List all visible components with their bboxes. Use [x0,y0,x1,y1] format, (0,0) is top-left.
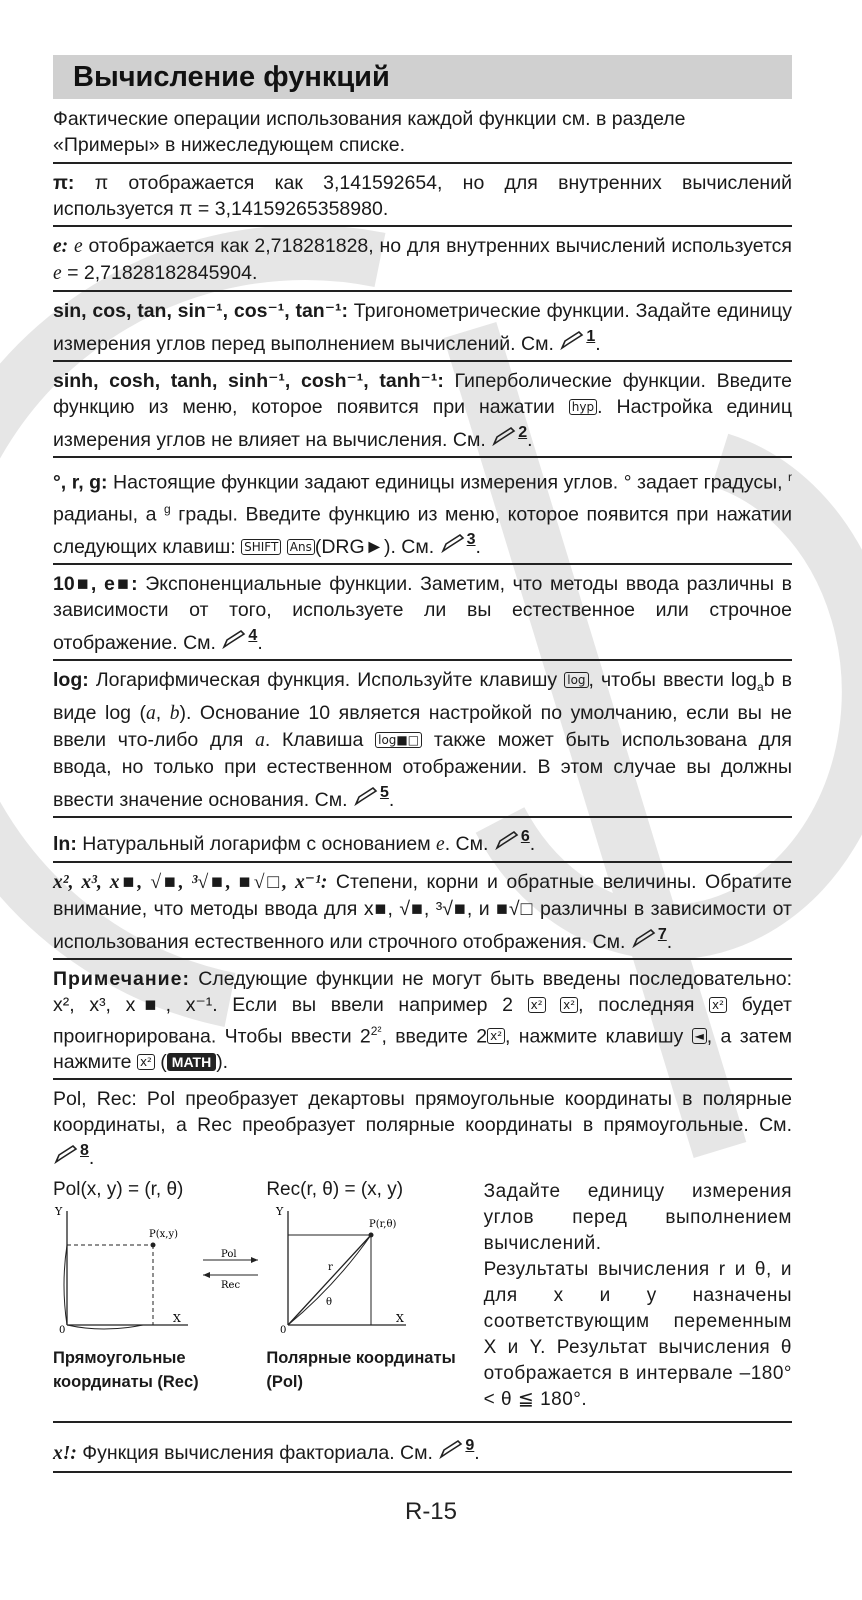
entry-polrec [53,1080,792,1423]
pencil-icon [494,830,520,850]
polar-caption: Полярные координаты (Pol) [266,1349,456,1392]
sup-r: r [788,470,793,484]
text-log-b: , чтобы ввести log [588,669,758,691]
ref-number: 9 [465,1437,475,1455]
ref-number: 8 [80,1142,89,1160]
e-symbol-ln: e [436,833,445,855]
entry-hyp: sinh, cosh, tanh, sinh⁻¹, cosh⁻¹, tanh⁻¹: Гиперболические функции. Введите функцию из меню, которое появится при нажатии hyp . Настройка единиц измерения углов не влияет на вычисления. См. 2 . [53,362,792,458]
pencil-icon [631,928,657,948]
text-angle-a: Настоящие функции задают единицы измерения углов. ° задает градусы, [113,471,789,494]
pencil-icon [491,426,517,446]
note-sup: 2² [370,1023,382,1038]
text-log-e: ). Основание 10 является настройкой по умолчанию, если вы не ввели что-либо для [53,701,792,751]
entry-e [53,227,792,292]
sub-a: a [757,679,764,694]
rec-formula: Rec(r, θ) = (x, y) [266,1179,404,1201]
theta-label: θ [326,1297,333,1309]
example-ref-4[interactable] [221,623,257,649]
example-ref-6[interactable] [494,824,530,850]
var-a: a [146,702,156,724]
logab-key[interactable]: log■□ [375,732,422,748]
x-axis-label: X [173,1312,181,1326]
e-symbol: e [73,236,83,257]
note-text-f: , а затем нажмите [53,1025,793,1074]
term-polrec: Pol, Rec: [53,1088,137,1111]
text-e-a: отображается как 2,718281828, но для внутренних вычислений используется [82,235,792,257]
section-header [53,55,792,99]
text-e-b: = 2,71828182845904. [61,262,258,284]
pencil-icon [559,330,585,350]
entry-angle: °, r, g: Настоящие функции задают единицы измерения углов. ° задает градусы, $^r$ радианы, а $^g$ грады. Введите функцию из меню, которое появится при нажатии следующих клавиш: SHIFT Ans (DRG►). См. 3 . [53,458,792,565]
example-ref-7[interactable] [631,922,667,948]
e-symbol-2: e [53,263,62,284]
page-title: Вычисление функций [73,60,390,93]
rect-caption: Прямоугольные координаты (Rec) [53,1349,199,1392]
entry-factorial: x!: Функция вычисления факториала. См. 9 . [53,1423,792,1473]
page-number: R-15 [404,1498,458,1525]
pencil-icon [438,1439,464,1459]
r-label: r [328,1262,334,1274]
ref-number: 6 [520,827,530,845]
ref-number: 4 [248,627,258,644]
text-factorial: Функция вычисления факториала. См. [82,1442,433,1465]
y-axis-label: Y [55,1205,63,1219]
example-ref-9[interactable] [438,1433,474,1459]
point-label-2: P(r,θ) [369,1219,397,1231]
entry-trig: sin, cos, tan, sin⁻¹, cos⁻¹, tan⁻¹: Тригонометрические функции. Задайте единицу измерения углов перед выполнением вычислений. См. 1 . [53,292,792,362]
entry-exp: 10■, e■: Экспоненциальные функции. Заметим, что методы ввода различны в зависимости от того, используете ли вы естественное или строчное отображение. См. 4 . [53,565,792,661]
entry-log: log: Логарифмическая функция. Используйте клавишу log , чтобы ввести $\log_ab$ в виде log (a, b). Основание 10 является настройкой по умолчанию, если вы не ввели что-либо для a. Клавиша log■□ также может быть использована для ввода, но только при естественном отображении. В этом случае вы должны ввести значение основания. См. 5 . [53,661,792,818]
text-powers: Степени, корни и обратные величины. Обратите внимание, что методы ввода для x■, √■, ³√■, и ■√□ различны в зависимости от использования естественного или строчного отображения. См. [53,870,792,953]
var-b: b [169,702,180,724]
origin-label-2: 0 [280,1325,287,1336]
pencil-icon [353,786,379,806]
rect-diagram [53,1179,266,1413]
ref-number: 7 [657,925,667,943]
example-ref-3[interactable] [440,527,476,553]
text-log-a: Логарифмическая функция. Используйте клавишу [95,669,558,691]
point-label: P(x,y) [149,1229,178,1241]
text-hyp-a: Гиперболические функции. Введите функцию из меню, которое появится при нажатии [53,370,793,418]
side-text-b: Результаты вычисления r и θ, и для x и y назначены соответствующим переменным X и Y. Результат вычисления θ отображается в интервале –180° < θ ≦ 180°. [483,1259,792,1411]
text-log-g: также может быть использована для ввода, но только при естественном отображении. В этом случае вы должны ввести значение основания. См. [53,728,792,811]
pol-arrow-label: Pol [221,1249,237,1261]
term-powers: x², x³, x■, √■, ³√■, ■√□, x⁻¹: [53,871,328,893]
x2-key-4[interactable]: x² [487,1028,505,1044]
note-text-c: будет проигнорирована. Чтобы ввести 2 [53,993,792,1048]
page [53,55,792,1473]
shift-key[interactable]: SHIFT [241,539,281,555]
pol-formula: Pol(x, y) = (r, θ) [53,1179,184,1201]
ref-number: 2 [518,424,528,441]
ans-key[interactable]: Ans [287,539,315,555]
polar-coords-figure [266,1205,416,1335]
term-e: e: [53,236,69,257]
polar-diagram [266,1179,479,1413]
text-angle-d: (DRG►). См. [314,536,435,558]
text-ln: Натуральный логарифм с основанием [82,832,437,855]
left-arrow-key[interactable]: ◄ [692,1028,707,1044]
ref-number: 1 [586,328,596,345]
ref-number: 5 [379,783,389,801]
log-key[interactable]: log [564,672,588,688]
sup-g: g [164,501,171,516]
text-ln-b: . См. [444,832,489,855]
x2-key[interactable]: x² [528,997,546,1013]
intro-paragraph: Фактические операции использования каждой функции см. в разделе «Примеры» в нижеследующем списке. [53,106,792,164]
x2-key-3[interactable]: x² [709,997,727,1013]
note-text-d: , введите 2 [381,1025,488,1048]
note-text-b: , последняя [578,993,695,1016]
entry-powers: x², x³, x■, √■, ³√■, ■√□, x⁻¹: Степени, корни и обратные величины. Обратите внимание, что методы ввода для x■, √■, ³√■, и ■√□ различны в зависимости от использования естественного или строчного отображения. См. 7 . [53,863,792,960]
example-ref-5[interactable] [353,780,389,806]
x2-key-5[interactable]: x² [137,1054,155,1070]
example-ref-1[interactable] [559,324,595,350]
example-ref-2[interactable] [491,420,527,446]
text-angle-b: радианы, а [53,503,165,525]
term-log: log: [53,669,89,691]
text-exp: Экспоненциальные функции. Заметим, что методы ввода различны в зависимости от того, используете ли вы естественное или строчное отображение. См. [53,573,793,654]
origin-label: 0 [59,1325,66,1336]
example-ref-8[interactable] [53,1138,89,1164]
x2-key-2[interactable]: x² [560,997,578,1013]
text-log-f: . Клавиша [264,728,364,751]
term-trig: sin, cos, tan, sin⁻¹, cos⁻¹, tan⁻¹: [53,300,348,322]
text-hyp-b: . Настройка единиц измерения углов не влияет на вычисления. См. [53,396,792,451]
text-log-c: b в виде log ( [53,669,793,724]
hyp-key[interactable]: hyp [569,399,597,415]
rec-arrow-label: Rec [221,1280,241,1292]
entry-pi [53,164,792,227]
note-text-e: , нажмите клавишу [505,1025,684,1048]
note-label: Примечание: [53,967,190,990]
term-exp: 10■, e■: [53,573,138,595]
pencil-icon [221,629,247,649]
note-text-a: Следующие функции не могут быть введены последовательно: x², x³, x■, x⁻¹. Если вы ввели например 2 [53,967,793,1016]
text-trig: Тригонометрические функции. Задайте единицу измерения углов перед выполнением вычислений. См. [53,300,792,355]
side-text-a: Задайте единицу измерения углов перед выполнением вычислений. [483,1181,792,1255]
term-ln: ln: [53,832,77,855]
note-text-g: ). [216,1051,229,1074]
y-axis-label-2: Y [276,1205,284,1219]
term-pi: π: [53,172,75,194]
text-pi: π отображается как 3,141592654, но для внутренних вычислений используется π = 3,14159265358980. [53,172,792,220]
text-polrec: Pol преобразует декартовы прямоугольные координаты в полярные координаты, а Rec преобразует полярные координаты в прямоугольные. См. [53,1088,792,1137]
coordinate-diagrams [53,1179,792,1413]
entry-ln: ln: Натуральный логарифм с основанием e. См. 6 . [53,818,792,863]
polrec-side-text [484,1179,792,1413]
pencil-icon [440,533,466,553]
note-block: Примечание: Следующие функции не могут быть введены последовательно: x², x³, x■, x⁻¹. Если вы ввели например 2 x² x² , последняя x² будет проигнорирована. Чтобы ввести $2^{2^2}$, введите 2 x² , нажмите клавишу ◄ , а затем нажмите x² ( MATH ). [53,960,792,1081]
text-log-d: , [155,701,170,724]
math-badge: MATH [167,1053,216,1071]
ref-number: 3 [466,531,476,548]
term-factorial: x!: [53,1443,77,1465]
rect-coords-figure [53,1205,263,1335]
pencil-icon [53,1144,79,1164]
term-hyp: sinh, cosh, tanh, sinh⁻¹, cosh⁻¹, tanh⁻¹: [53,370,444,392]
term-angle: °, r, g: [53,471,108,494]
x-axis-label-2: X [396,1312,405,1326]
var-a-2: a [255,729,265,751]
polrec-text: Pol, Rec: Pol преобразует декартовы прямоугольные координаты в полярные координаты, а Rec преобразует полярные координаты в прямоугольные. См. 8 . [53,1088,792,1170]
text-angle-c: грады. Введите функцию из меню, которое появится при нажатии следующих клавиш: [53,503,792,558]
